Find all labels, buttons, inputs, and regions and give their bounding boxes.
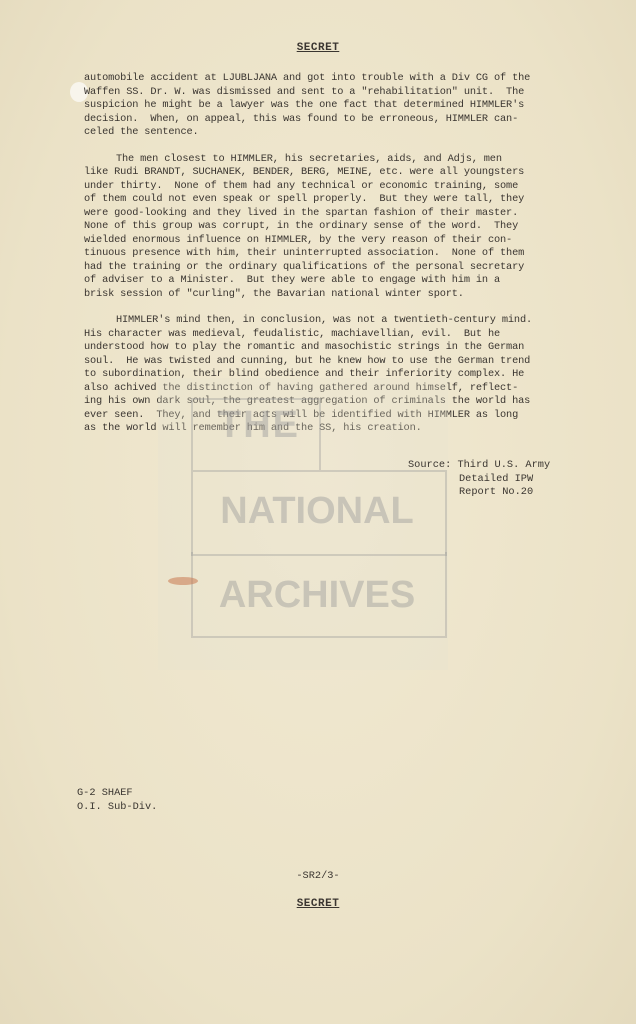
source-unit: Third U.S. Army <box>457 459 551 471</box>
text-line: HIMMLER's mind then, in conclusion, was not a twentieth-century mind. <box>116 314 533 326</box>
text-line: understood how to play the romantic and masochistic strings in the German <box>84 341 525 353</box>
text-line: of them could not even speak or spell properly. But they were tall, they <box>84 193 525 205</box>
text-line: also achived the distinction of having gathered around himself, reflect- <box>84 381 519 394</box>
header-classification: SECRET <box>296 42 340 54</box>
source-attribution <box>408 459 550 500</box>
source-line-3: Report No.20 <box>459 486 534 498</box>
distribution-line-2: O.I. Sub-Div. <box>77 801 158 813</box>
page-number: -SR2/3- <box>296 870 340 882</box>
text-line: ing his own dark soul, the greatest aggregation of criminals the world has <box>84 395 531 407</box>
text-line: were good-looking and they lived in the spartan fashion of their master. <box>84 206 519 219</box>
text-line: suspicion he might be a lawyer was the one fact that determined HIMMLER's <box>84 99 525 111</box>
text-line: soul. He was twisted and cunning, but he knew how to use the German trend <box>84 354 531 367</box>
text-line: had the training or the ordinary qualifications of the personal secretary <box>84 260 525 273</box>
watermark-the: THE <box>218 404 300 446</box>
source-line-2: Detailed IPW <box>459 472 534 485</box>
text-line: as the world will remember him and the SS, his creation. <box>84 422 422 434</box>
text-line: celed the sentence. <box>84 126 199 138</box>
text-line: His character was medieval, feudalistic, machiavellian, evil. But he <box>84 327 501 340</box>
text-line: wielded enormous influence on HIMMLER, by the very reason of their con- <box>84 233 513 246</box>
source-label: Source: <box>408 459 452 471</box>
text-line: to subordination, their blind obedience and their inferiority complex. He <box>84 368 525 380</box>
distribution-line-1: G-2 SHAEF <box>77 787 133 799</box>
text-line: like Rudi BRANDT, SUCHANEK, BENDER, BERG, MEINE, etc. were all youngsters <box>84 166 525 178</box>
text-line: automobile accident at LJUBLJANA and got into trouble with a Div CG of the <box>84 72 531 84</box>
watermark-archives: ARCHIVES <box>218 574 416 616</box>
footer-classification: SECRET <box>296 898 340 910</box>
text-line: tinuous presence with him, their uninterrupted association. None of them <box>84 247 525 259</box>
distribution-block <box>77 786 157 814</box>
watermark-national: NATIONAL <box>220 490 414 532</box>
text-line: brisk session of "curling", the Bavarian national winter sport. <box>84 287 464 300</box>
text-line: of adviser to a Minister. But they were able to engage with him in a <box>84 274 501 286</box>
national-archives-watermark <box>158 378 448 670</box>
text-line: Waffen SS. Dr. W. was dismissed and sent to a "rehabilitation" unit. The <box>84 85 525 98</box>
source-line-1 <box>408 459 550 473</box>
text-line: None of this group was corrupt, in the ordinary sense of the word. They <box>84 220 519 232</box>
text-line: The men closest to HIMMLER, his secretaries, aids, and Adjs, men <box>116 152 502 165</box>
paragraph-1 <box>84 72 566 140</box>
paragraph-2 <box>84 153 566 302</box>
paper-stain <box>168 577 198 585</box>
text-line: decision. When, on appeal, this was found to be erroneous, HIMMLER can- <box>84 112 519 125</box>
text-line: ever seen. They, and their acts will be identified with HIMMLER as long <box>84 408 519 421</box>
text-line: under thirty. None of them had any technical or economic training, some <box>84 179 519 192</box>
